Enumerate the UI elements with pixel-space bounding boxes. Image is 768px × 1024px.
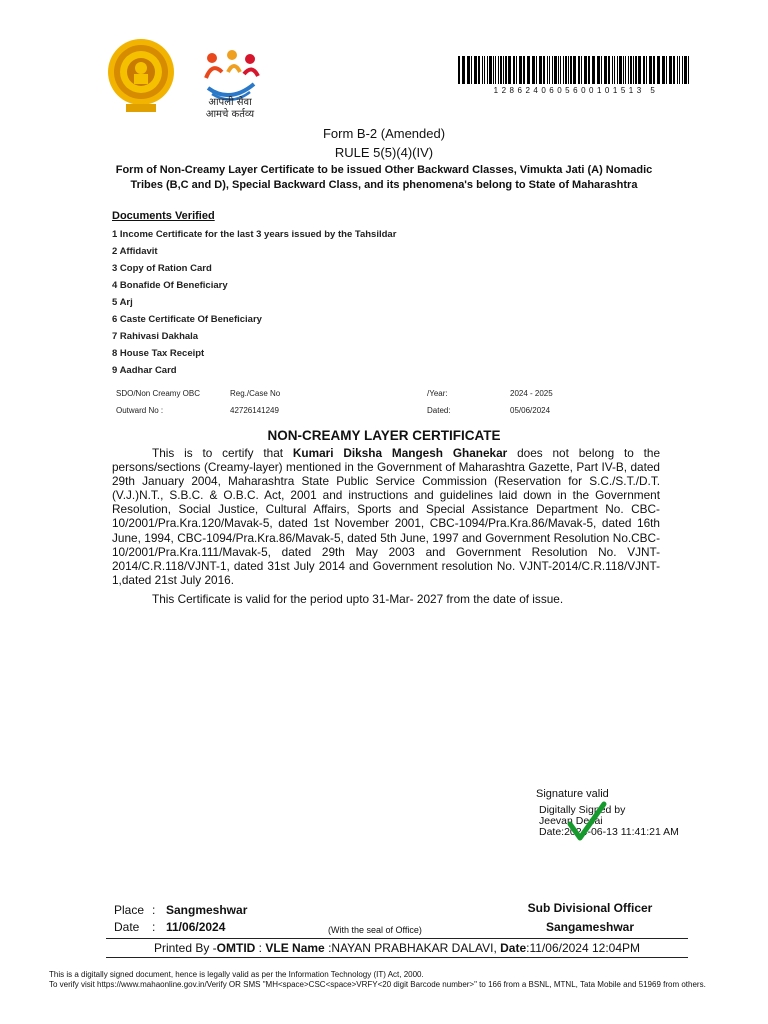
barcode-bar xyxy=(614,56,615,84)
barcode-bar xyxy=(532,56,535,84)
barcode-bar xyxy=(578,56,580,84)
barcode-bar xyxy=(505,56,507,84)
seal-note: (With the seal of Office) xyxy=(328,925,422,935)
place-value: Sangmeshwar xyxy=(166,903,248,917)
barcode-bar xyxy=(563,56,564,84)
barcode-bar xyxy=(581,56,582,84)
list-item: 4 Bonafide Of Beneficiary xyxy=(112,280,228,291)
barcode-bar xyxy=(628,56,629,84)
barcode-bar xyxy=(474,56,477,84)
signer-name: Jeevan Desai xyxy=(539,815,603,827)
print-date-value: :11/06/2024 12:04PM xyxy=(526,941,641,955)
barcode-bar xyxy=(558,56,559,84)
barcode-bar xyxy=(669,56,672,84)
barcode-bar xyxy=(653,56,655,84)
barcode-bar xyxy=(519,56,522,84)
barcode-bar xyxy=(677,56,678,84)
place-label: Place xyxy=(114,903,145,917)
vle-value: :NAYAN PRABHAKAR DALAVI, xyxy=(328,941,501,955)
barcode-bar xyxy=(604,56,607,84)
documents-heading: Documents Verified xyxy=(112,210,215,222)
barcode-bar xyxy=(568,56,569,84)
omtid-label: OMTID xyxy=(216,941,256,955)
barcode-bar xyxy=(646,56,647,84)
barcode-bar xyxy=(484,56,485,84)
barcode-bar xyxy=(617,56,618,84)
printed-by-prefix: Printed By - xyxy=(153,941,217,955)
barcode-bar xyxy=(560,56,561,84)
state-emblem-logo xyxy=(106,34,176,116)
barcode-bar xyxy=(666,56,667,84)
signature-date: Date:2024-06-13 11:41:21 AM xyxy=(539,826,679,838)
beneficiary-name: Kumari Diksha Mangesh Ghanekar xyxy=(292,446,508,460)
date-label: Date xyxy=(114,920,140,934)
barcode-bar xyxy=(539,56,542,84)
barcode-bar xyxy=(612,56,613,84)
validity-text: This Certificate is valid for the period upto 31-Mar- 2027 from the date of issue. xyxy=(152,592,564,606)
barcode-bar xyxy=(657,56,660,84)
barcode-bar xyxy=(478,56,480,84)
printed-by-bar: Printed By -OMTID : VLE Name :NAYAN PRABHAKAR DALAVI, Date:11/06/2024 12:04PM xyxy=(106,938,688,958)
list-item: 5 Arj xyxy=(112,297,133,308)
barcode-bar xyxy=(679,56,680,84)
year-value: 2024 - 2025 xyxy=(510,389,553,398)
signature-details xyxy=(539,805,679,838)
barcode-number: 1286240605600101513 5 xyxy=(493,86,659,95)
barcode-bar xyxy=(635,56,637,84)
certificate-intro: This is to certify that xyxy=(152,446,293,460)
list-item: 2 Affidavit xyxy=(112,246,158,257)
barcode-bar xyxy=(588,56,590,84)
list-item: 3 Copy of Ration Card xyxy=(112,263,212,274)
officer-place: Sangameshwar xyxy=(545,920,635,934)
signature-line: Digitally Signed by xyxy=(539,804,626,816)
barcode-bar xyxy=(495,56,496,84)
certificate-text: does not belong to the persons/sections (Creamy-layer) mentioned in the Government of Maharashtra Gazette, Part IV-B, dated 29th January 2004, Maharashtra State Public Service Commission (Reservation for S.C./S.T./D.T.(V.J.)N.T., S.B.C. & O.B.C. Act, 2001 and instructions and guidelines laid down in the Government Resolution, Social Justice, Cultural Affairs, Sports and Special Assistance Department No. CBC-10/2001/Pra.Kra.120/Mavak-5, dated 1st November 2001, CBC-1094/Pra.Kra.86/Mavak-5, dated 16th June, 1994, CBC-1094/Pra.Kra.86/Mavak-5, dated 5th June, 1997 and Government Resolution No.CBC- 10/2001/Pra.Kra.111/Mavak-5, dated 29th May 2003 and Government Resolution No. VJNT-2014/C.R.118/VJNT-1, dated 31st July 2014 and Government resolution No. VJNT-2014/C.R.118/VJNT-1,dated 21st July 2016. xyxy=(112,446,661,587)
barcode-bar xyxy=(513,56,515,84)
outward-value: 42726141249 xyxy=(230,406,279,415)
barcode-bar xyxy=(570,56,572,84)
office-label: SDO/Non Creamy OBC xyxy=(116,389,201,398)
barcode-bar xyxy=(623,56,624,84)
list-item: 8 House Tax Receipt xyxy=(112,348,205,359)
barcode-bar xyxy=(543,56,545,84)
barcode-bar xyxy=(625,56,626,84)
documents-list xyxy=(112,228,396,381)
certificate-heading: NON-CREAMY LAYER CERTIFICATE xyxy=(267,428,501,443)
officer-title: Sub Divisional Officer xyxy=(527,901,653,915)
barcode-bar xyxy=(662,56,665,84)
barcode-bar xyxy=(500,56,502,84)
barcode-bar xyxy=(638,56,641,84)
barcode-bar xyxy=(471,56,472,84)
checkmark-icon xyxy=(566,800,608,844)
date-value: 11/06/2024 xyxy=(166,920,226,934)
barcode-bar xyxy=(549,56,550,84)
barcode-bar xyxy=(630,56,632,84)
barcode-bar xyxy=(633,56,634,84)
verify-instructions: To verify visit https://www.mahaonline.gov.in/Verify OR SMS "MH<space>CSC<space>VRFY<20 digit Barcode number>" to 166 from a BSNL, MTNL, Tata Mobile and 51969 from others. xyxy=(49,980,706,990)
reg-case-label: Reg./Case No xyxy=(230,389,281,398)
barcode-bar xyxy=(467,56,470,84)
barcode-bar xyxy=(573,56,576,84)
barcode-bar xyxy=(503,56,504,84)
dated-value: 05/06/2024 xyxy=(510,406,551,415)
barcode-bar xyxy=(552,56,553,84)
disclaimer xyxy=(49,970,724,990)
barcode-bar xyxy=(649,56,652,84)
barcode-bar xyxy=(673,56,675,84)
dated-label: Dated: xyxy=(427,406,451,415)
disclaimer-line: This is a digitally signed document, hence is legally valid as per the Information Technology (IT) Act, 2000. xyxy=(49,970,424,979)
outward-label: Outward No : xyxy=(116,406,164,415)
place-colon: : xyxy=(152,903,156,917)
barcode-bar xyxy=(536,56,537,84)
barcode-bar xyxy=(489,56,492,84)
signature-status: Signature valid xyxy=(536,788,609,800)
certificate-body xyxy=(112,446,660,587)
barcode-bar xyxy=(493,56,494,84)
form-description: Form of Non-Creamy Layer Certificate to be issued Other Backward Classes, Vimukta Jati (A) Nomadic Tribes (B,C and D), Special Backward Class, and its phenomena's belong to State of Maharashtra xyxy=(115,164,653,191)
logo-tagline-2: आमचे कर्तव्य xyxy=(205,109,255,120)
barcode-bar xyxy=(682,56,683,84)
print-date-label: Date xyxy=(500,941,527,955)
barcode-bar xyxy=(498,56,499,84)
barcode-bar xyxy=(462,56,465,84)
form-rule: RULE 5(5)(4)(IV) xyxy=(334,145,434,160)
year-label: /Year: xyxy=(427,389,448,398)
barcode-bar xyxy=(565,56,567,84)
barcode-bar xyxy=(554,56,557,84)
barcode-bar xyxy=(458,56,460,84)
barcode-bar xyxy=(684,56,687,84)
barcode-bar xyxy=(527,56,530,84)
barcode-bar xyxy=(523,56,525,84)
barcode-bar xyxy=(643,56,645,84)
date-colon: : xyxy=(152,920,156,934)
barcode-bar xyxy=(487,56,488,84)
barcode-bar xyxy=(547,56,548,84)
barcode-bar xyxy=(619,56,622,84)
list-item: 9 Aadhar Card xyxy=(112,365,177,376)
barcode-bar xyxy=(516,56,517,84)
list-item: 6 Caste Certificate Of Beneficiary xyxy=(112,314,262,325)
list-item: 1 Income Certificate for the last 3 years issued by the Tahsildar xyxy=(112,229,397,240)
logo-tagline-1: आपली सेवा xyxy=(208,97,252,108)
barcode-bar xyxy=(597,56,600,84)
barcode-bar xyxy=(601,56,602,84)
barcode-bar xyxy=(508,56,511,84)
barcode-bar xyxy=(608,56,610,84)
barcode xyxy=(458,56,692,84)
list-item: 7 Rahivasi Dakhala xyxy=(112,331,199,342)
barcode-bar xyxy=(592,56,595,84)
vle-label: VLE Name xyxy=(265,941,325,955)
barcode-bar xyxy=(584,56,587,84)
barcode-bar xyxy=(688,56,689,84)
form-title: Form B-2 (Amended) xyxy=(322,126,446,141)
barcode-bar xyxy=(482,56,483,84)
